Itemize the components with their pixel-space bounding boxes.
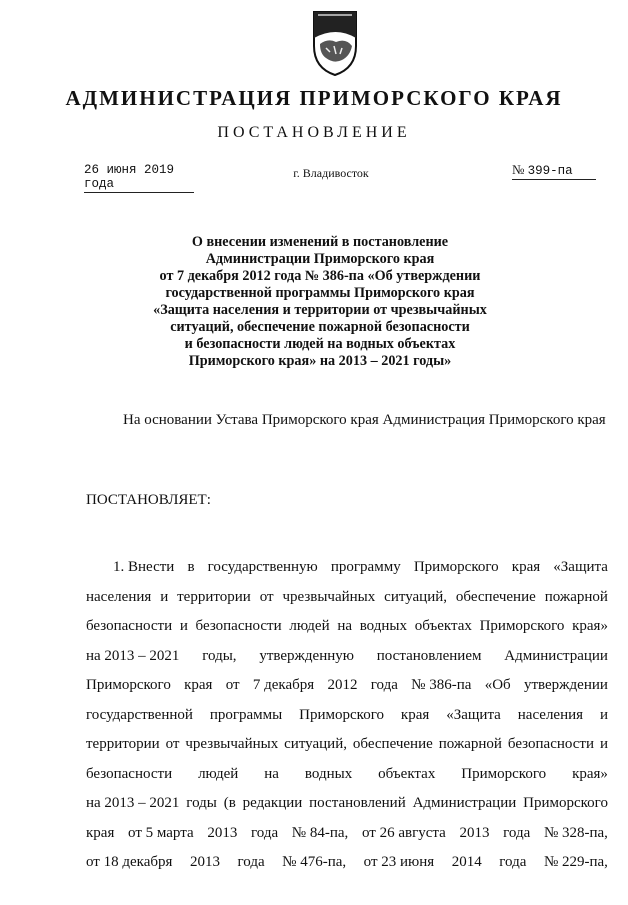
word: «Об — [484, 677, 511, 693]
word: водных — [359, 618, 407, 634]
word: края — [400, 706, 430, 723]
word: 2013 — [459, 824, 490, 841]
basis-paragraph: На основании Устава Приморского края Администрация Приморского края — [123, 412, 606, 428]
title-line: Приморского края» на 2013 – 2021 годы» — [188, 353, 452, 369]
word: от 18 декабря — [86, 854, 173, 870]
word: обеспечение — [455, 588, 536, 605]
word: людей — [289, 618, 330, 634]
word: года — [503, 824, 531, 841]
word: на — [264, 765, 279, 782]
word: края — [511, 559, 541, 575]
word: на 2013 – 2021 — [86, 795, 180, 811]
word: чрезвычайных — [282, 588, 376, 605]
word: безопасности — [507, 736, 594, 752]
word: года — [370, 677, 398, 693]
word: и — [599, 736, 608, 752]
title-line: и безопасности людей на водных объектах — [184, 336, 456, 352]
word: края — [86, 824, 115, 841]
word: от — [165, 736, 180, 752]
word: 2013 — [189, 854, 220, 870]
word: Приморского — [299, 706, 384, 723]
word: 2014 — [451, 854, 482, 870]
paragraph-line — [86, 642, 608, 672]
word: утвержденную — [259, 647, 354, 664]
decree-word: ПОСТАНОВЛЯЕТ: — [86, 492, 211, 508]
word: от — [225, 677, 240, 693]
word: от 23 июня — [363, 854, 435, 870]
word: края» — [572, 618, 608, 634]
word: края» — [572, 765, 608, 782]
document-title — [120, 234, 520, 370]
word: Приморского — [479, 618, 565, 634]
paragraph-line — [86, 553, 608, 583]
word: 1. Внести — [113, 559, 175, 575]
paragraph-line — [86, 612, 608, 642]
word: населения — [517, 706, 584, 723]
word: Приморского — [86, 677, 171, 693]
word: «Защита — [446, 706, 501, 723]
word: государственной — [86, 706, 193, 723]
word: безопасности — [86, 618, 173, 634]
word: Приморского — [413, 559, 499, 575]
word: населения — [86, 588, 152, 605]
word: программы — [209, 706, 283, 723]
paragraph-line — [86, 730, 608, 760]
word: на — [337, 618, 352, 634]
paragraph-line — [86, 789, 608, 819]
item-1-paragraph — [86, 553, 608, 878]
word: годы — [186, 795, 217, 811]
title-line: ситуаций, обеспечение пожарной безопасности — [170, 319, 470, 335]
word: Администрации — [504, 647, 608, 664]
title-line: от 7 декабря 2012 года № 386-па «Об утверждении — [159, 268, 481, 284]
paragraph-line — [86, 819, 608, 849]
document-number — [512, 162, 596, 180]
title-line: государственной программы Приморского края — [165, 285, 475, 301]
word: от 26 августа — [361, 824, 446, 841]
word: постановлением — [376, 647, 482, 664]
word: и — [160, 588, 169, 605]
word: № 328-па, — [543, 824, 608, 841]
word: Администрации — [412, 795, 517, 811]
word: на 2013 – 2021 — [86, 647, 180, 664]
word: ситуаций, — [384, 588, 448, 605]
document-date: 26 июня 2019 года — [84, 163, 194, 193]
coat-of-arms-emblem — [306, 8, 364, 78]
word: безопасности — [86, 765, 173, 782]
document-type: ПОСТАНОВЛЕНИЕ — [217, 124, 411, 141]
paragraph-line — [86, 583, 608, 613]
organization-name: АДМИНИСТРАЦИЯ ПРИМОРСКОГО КРАЯ — [65, 86, 563, 110]
number-prefix: № — [512, 162, 525, 177]
word: объектах — [378, 765, 436, 782]
word: территории — [177, 588, 251, 605]
title-line: Администрации Приморского края — [205, 251, 435, 267]
paragraph-line — [86, 760, 608, 790]
word: безопасности — [195, 618, 282, 634]
word: и — [599, 706, 608, 723]
word: года — [499, 854, 527, 870]
word: в — [187, 559, 195, 575]
word: людей — [198, 765, 239, 782]
word: (в — [223, 795, 236, 811]
word: «Защита — [553, 559, 608, 575]
word: обеспечение — [352, 736, 433, 752]
word: пожарной — [438, 736, 502, 752]
paragraph-line — [86, 848, 608, 878]
word: и — [179, 618, 188, 634]
number-value: 399-па — [527, 164, 573, 178]
word: 7 декабря — [252, 677, 315, 693]
word: постановлений — [309, 795, 406, 811]
word: края — [184, 677, 213, 693]
word: пожарной — [544, 588, 608, 605]
word: Приморского — [461, 765, 547, 782]
word: Приморского — [523, 795, 608, 811]
word: от — [259, 588, 274, 605]
word: от 5 марта — [128, 824, 194, 841]
word: ситуаций, — [284, 736, 347, 752]
word: 2013 — [207, 824, 238, 841]
word: территории — [86, 736, 160, 752]
word: объектах — [414, 618, 472, 634]
word: государственную — [207, 559, 318, 575]
title-line: «Защита населения и территории от чрезвычайных — [153, 302, 487, 318]
document-city: г. Владивосток — [293, 166, 369, 180]
word: 2012 — [327, 677, 358, 693]
paragraph-line — [86, 701, 608, 731]
word: редакции — [242, 795, 303, 811]
title-line: О внесении изменений в постановление — [191, 234, 449, 250]
word: № 386-па — [411, 677, 472, 693]
word: № 476-па, — [282, 854, 347, 870]
word: программу — [330, 559, 401, 575]
word: годы, — [202, 647, 237, 664]
word: года — [237, 854, 265, 870]
word: водных — [304, 765, 353, 782]
word: № 84-па, — [291, 824, 349, 841]
word: года — [250, 824, 279, 841]
paragraph-line — [86, 671, 608, 701]
word: утверждении — [523, 677, 608, 693]
word: чрезвычайных — [185, 736, 279, 752]
word: № 229-па, — [543, 854, 608, 870]
